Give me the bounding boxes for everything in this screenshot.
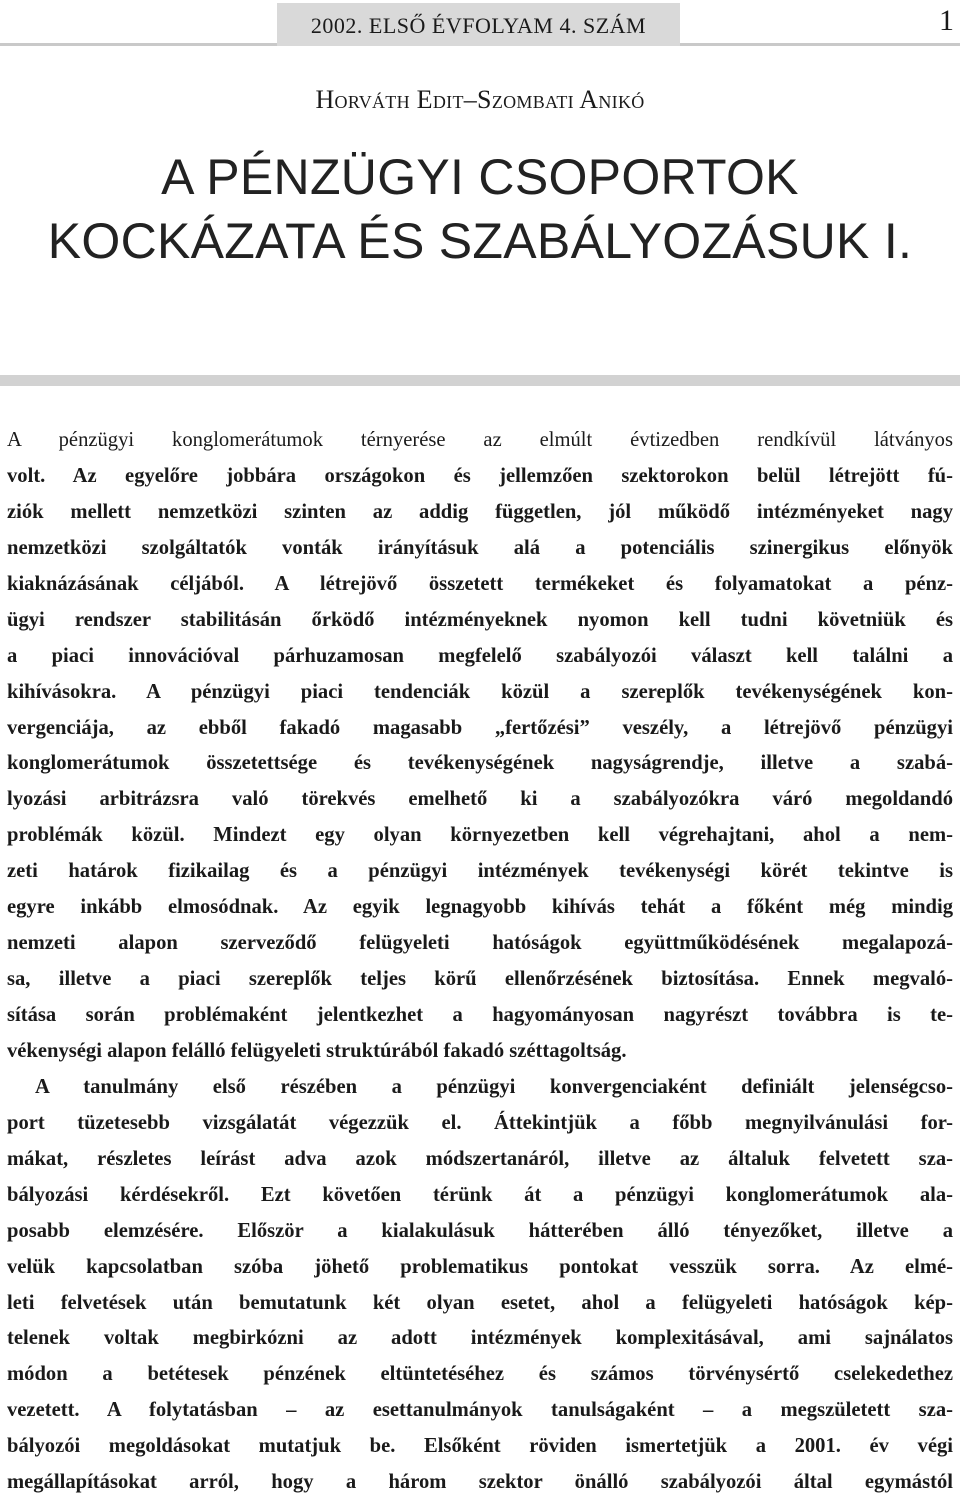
title-line: KOCKÁZATA ÉS SZABÁLYOZÁSUK I. <box>47 213 913 269</box>
body-line: vékenységi alapon felálló felügyeleti struktúrából fakadó széttagoltság. <box>7 1039 627 1062</box>
article-authors: Horváth Edit–Szombati Anikó <box>315 85 645 114</box>
body-line: leti felvetések után bemutatunk két olyan esetet, ahol a felügyeleti hatóságok kép- <box>7 1291 953 1314</box>
title-divider <box>0 375 960 386</box>
body-line: ügyi rendszer stabilitásán őrködő intézményeknek nyomon kell tudni követniük és <box>7 608 953 631</box>
body-line: vergenciája, az ebből fakadó magasabb „fertőzési” veszély, a létrejövő pénzügyi <box>7 716 953 739</box>
body-line: a piaci innovációval párhuzamosan megfelelő szabályozói választ kell találni a <box>7 644 953 667</box>
body-line: nemzetközi szolgáltatók vonták irányításuk alá a potenciális szinergikus előnyök <box>7 536 953 559</box>
body-line: módon a betétesek pénzének eltüntetéséhez és számos törvénysértő cselekedethez <box>7 1363 953 1386</box>
body-line: volt. Az egyelőre jobbára országokon és jellemzően szektorokon belül létrejött fú- <box>7 464 953 487</box>
journal-header <box>277 3 680 46</box>
body-line: sa, illetve a piaci szereplők teljes körű ellenőrzésének biztosítása. Ennek megvaló- <box>7 968 953 991</box>
body-line: mákat, részletes leírást adva azok módszertanáról, illetve az általuk felvetett sza- <box>7 1147 953 1170</box>
body-line: lyozási arbitrázsra való törekvés emelhető ki a szabályozókra váró megoldandó <box>7 788 953 811</box>
body-line: zeti határok fizikailag és a pénzügyi intézmények tevékenységi körét tekintve is <box>7 860 953 883</box>
body-line: sítása során problémaként jelentkezhet a hagyományosan nagyrészt továbbra is te- <box>7 1004 953 1026</box>
body-line: A tanulmány első részében a pénzügyi konvergenciaként definiált jelenségcso- <box>35 1075 953 1098</box>
article-body <box>7 423 953 1501</box>
body-line: megállapításokat arról, hogy a három szektor önálló szabályozói által egymástól <box>7 1471 953 1494</box>
body-line: kiaknázásának céljából. A létrejövő összetett termékeket és folyamatokat a pénz- <box>7 572 953 595</box>
body-line: egyre inkább elmosódnak. Az egyik legnagyobb kihívás tehát a főként még mindig <box>7 896 953 919</box>
page-number: 1 <box>939 4 954 37</box>
body-line: ziók mellett nemzetközi szinten az addig független, jól működő intézményeket nagy <box>7 500 953 523</box>
article-title <box>0 145 960 273</box>
body-line: port tüzetesebb vizsgálatát végezzük el. Áttekintjük a főbb megnyilvánulási for- <box>7 1111 953 1134</box>
body-line: kihívásokra. A pénzügyi piaci tendenciák közül a szereplők tevékenységének kon- <box>7 680 953 703</box>
title-line: A PÉNZÜGYI CSOPORTOK <box>161 149 799 205</box>
journal-issue: 2002. ELSŐ ÉVFOLYAM 4. SZÁM <box>310 13 647 38</box>
body-line: velük kapcsolatban szóba jöhető problematikus pontokat vesszük sorra. Az elmé- <box>7 1255 953 1278</box>
body-line: bályozási kérdésekről. Ezt követően térünk át a pénzügyi konglomerátumok ala- <box>7 1183 953 1206</box>
body-line: nemzeti alapon szerveződő felügyeleti hatóságok együttműködésének megalapozá- <box>7 932 953 955</box>
body-line: konglomerátumok összetettsége és tevékenységének nagyságrendje, illetve a szabá- <box>7 752 953 775</box>
body-line: vezetett. A folytatásban – az esettanulmányok tanulságaként – a megszületett sza- <box>7 1399 953 1422</box>
body-line: posabb elemzésére. Először a kialakulásuk hátterében álló tényezőket, illetve a <box>7 1219 953 1242</box>
body-line: problémák közül. Mindezt egy olyan környezetben kell végrehajtani, ahol a nem- <box>7 824 953 847</box>
body-line: telenek voltak megbirkózni az adott intézmények komplexitásával, ami sajnálatos <box>7 1327 953 1350</box>
body-line: bályozói megoldásokat mutatjuk be. Elsőként röviden ismertetjük a 2001. év végi <box>7 1435 953 1458</box>
body-line: A pénzügyi konglomerátumok térnyerése az elmúlt évtizedben rendkívül látványos <box>7 429 953 451</box>
